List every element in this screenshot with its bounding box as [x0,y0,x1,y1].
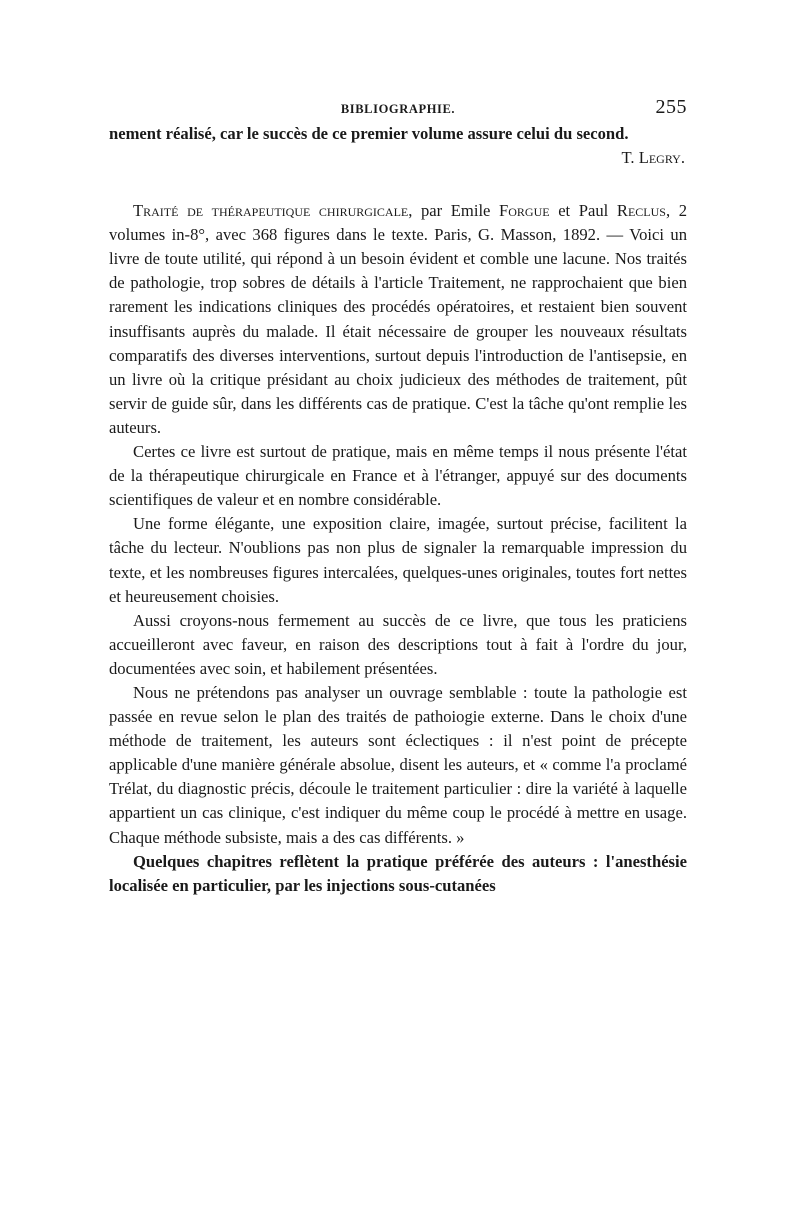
running-title: BIBLIOGRAPHIE. [340,102,456,116]
section-gap [109,170,687,199]
review-intro-rest: , 2 volumes in-8°, avec 368 figures dans le texte. Paris, G. Masson, 1892. — Voici un livre de toute utilité, qui répond à un besoin évident et comble une lacune. Nos traités de pathologie, trop sobres de détails à l'article Traitement, ne rapprochaient que bien rarement les indications cliniques des procédés opératoires, et restaient bien souvent insuffisants auprès du malade. Il était nécessaire de grouper les nouveaux résultats comparatifs des diverses interventions, surtout depuis l'introduction de l'antisepsie, en un livre où la critique présidant au choix judicieux des méthodes de traitement, pût servir de guide sûr, dans les différents cas de pratique. C'est la tâche qu'ont remplie les auteurs. [109,201,687,437]
signature-text: T. Legry. [621,148,685,168]
continuation-paragraph: nement réalisé, car le succès de ce premier volume assure celui du second. [109,124,629,143]
book-page [109,96,687,898]
review-title-middle: , par Emile [408,201,500,221]
review-paragraph: Certes ce livre est surtout de pratique, mais en même temps il nous présente l'état de la thérapeutique chirurgicale en France et à l'étranger, appuyé sur des documents scientifiques de valeur et en nombre considérable. [109,442,687,510]
review-paragraph: Une forme élégante, une exposition claire, imagée, surtout précise, facilitent la tâche du lecteur. N'oublions pas non plus de signaler la remarquable impression du texte, et les nombreuses figures intercalées, quelques-unes originales, toutes fort nettes et heureusement choisies. [109,514,687,606]
review-paragraph: Nous ne prétendons pas analyser un ouvrage semblable : toute la pathologie est passée en revue selon le plan des traités de pathoiogie externe. Dans le choix d'une méthode de traitement, les auteurs sont éclectiques : il n'est point de précepte applicable d'une manière générale absolue, disent les auteurs, et « comme l'a proclamé Trélat, du diagnostic précis, découle le traitement particulier : dire la variété à laquelle appartient un cas clinique, c'est indiquer du même coup le procédé à mettre en usage. Chaque méthode subsiste, mais a des cas différents. » [109,682,687,847]
review-paragraph: Quelques chapitres reflètent la pratique préférée des auteurs : l'anesthésie localisée en particulier, par les injections sous-cutanées [109,851,687,895]
author-forgue: Forgue [499,201,550,221]
page-number: 255 [655,96,687,118]
review-intro-paragraph [109,199,687,440]
reviewer-signature [109,146,687,170]
author-reclus: Reclus [616,201,666,221]
running-header [109,96,687,122]
review-book-title: Traité de thérapeutique chirurgicale [133,201,409,221]
review-title-and: et Paul [549,201,617,221]
review-paragraph: Aussi croyons-nous fermement au succès de ce livre, que tous les praticiens accueilleront avec faveur, en raison des descriptions tout à fait à l'ordre du jour, documentées avec soin, et habilement présentées. [109,610,687,678]
